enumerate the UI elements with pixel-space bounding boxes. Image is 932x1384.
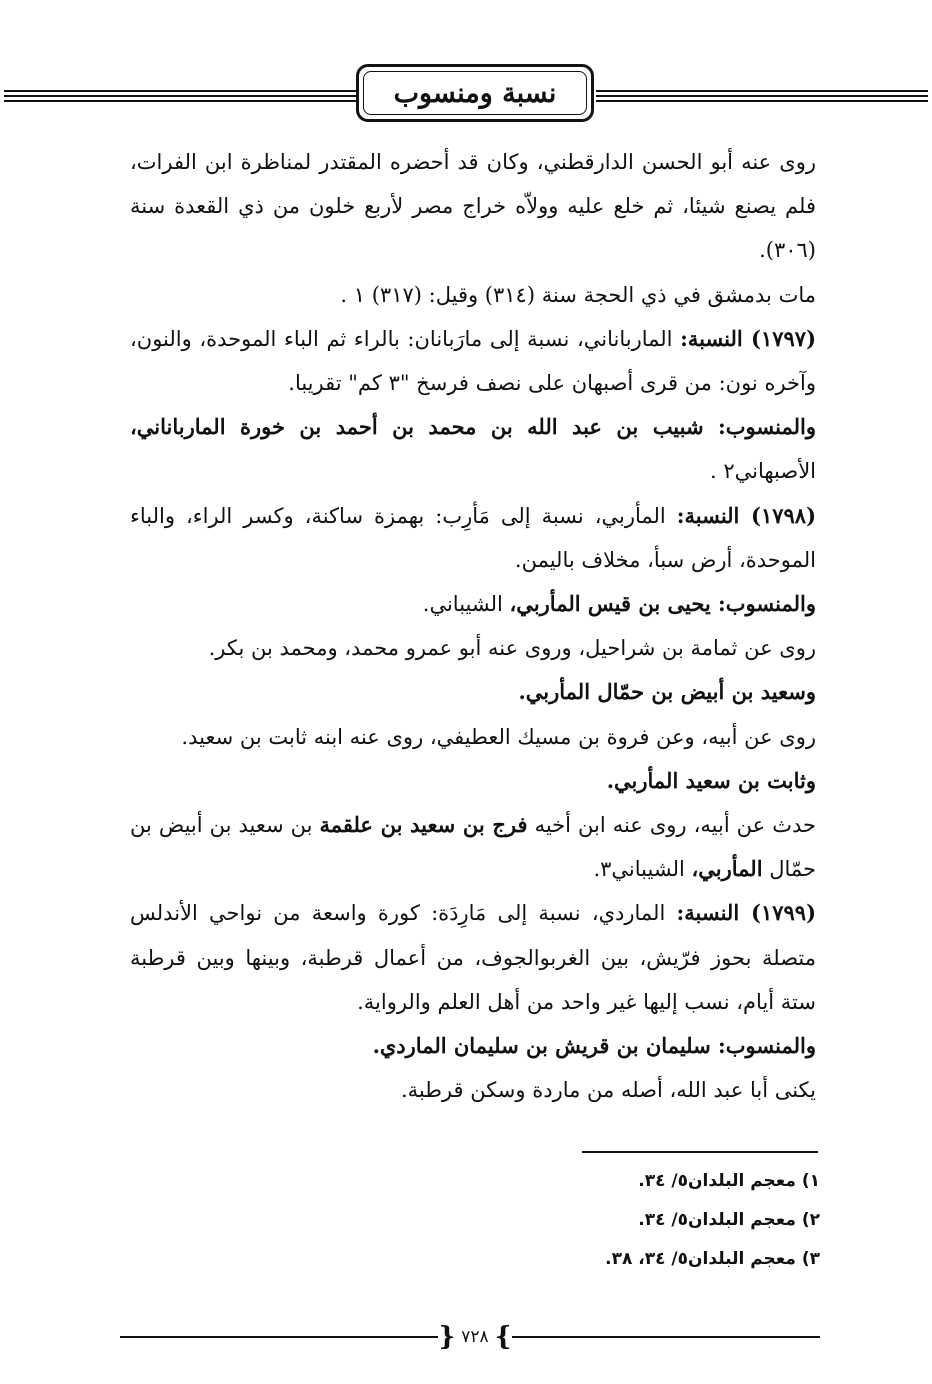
- paragraph: [130, 1068, 816, 1112]
- text-segment: بن سعيد بن أبيض بن حمّال: [130, 813, 816, 882]
- bold-text: (١٧٩٨) النسبة:: [676, 502, 816, 528]
- bold-text: المأربي،: [691, 856, 763, 882]
- paragraph: [130, 582, 816, 626]
- header-rule-right: [596, 90, 928, 108]
- paragraph: [130, 715, 816, 759]
- footnote-1: ١) معجم البلدان٥/ ٣٤.: [638, 1171, 820, 1191]
- paragraph: [130, 494, 816, 582]
- text-segment: روى عنه أبو الحسن الدارقطني، وكان قد أحضره المقتدر لمناظرة ابن الفرات، فلم يصنع شيئا، ثم خلع عليه وولاّه خراج مصر لأربع خلون من ذي القعدة سنة (٣٠٦).: [130, 150, 816, 263]
- paragraph: [130, 140, 816, 273]
- page-number: ٧٢٨: [461, 1327, 489, 1347]
- footnote-3: ٣) معجم البلدان٥/ ٣٤، ٣٨.: [605, 1249, 820, 1269]
- text-segment: روى عن أبيه، وعن فروة بن مسيك العطيفي، روى عنه ابنه ثابت بن سعيد.: [181, 724, 816, 749]
- text-segment: مات بدمشق في ذي الحجة سنة (٣١٤) وقيل: (٣١٧) ١ .: [340, 282, 816, 307]
- header-title-frame: [356, 64, 594, 122]
- bold-text: والمنسوب: يحيى بن قيس المأربي،: [509, 591, 816, 617]
- brace-open-icon: }: [494, 1322, 512, 1352]
- paragraph: [130, 317, 816, 405]
- paragraph: [130, 626, 816, 670]
- paragraph: [130, 891, 816, 1024]
- text-segment: المارباناني، نسبة إلى مارَبانان: بالراء ثم الباء الموحدة، والنون، وآخره نون: من قرى أصبهان على نصف فرسخ "٣ كم" تقريبا.: [130, 326, 816, 396]
- paragraph: [130, 273, 816, 317]
- bold-text: (١٧٩٧) النسبة:: [680, 325, 816, 351]
- text-segment: الماردي، نسبة إلى مَارِدَة: كورة واسعة من نواحي الأندلس متصلة بحوز فرّيش، بين الغربوالجوف، من أعمال قرطبة، وبينها وبين قرطبة ستة أيام، نسب إليها غير واحد من أهل العلم والرواية.: [130, 901, 816, 1014]
- paragraph: [130, 759, 816, 803]
- text-segment: حدث عن أبيه، روى عنه ابن أخيه: [527, 813, 816, 838]
- bold-text: (١٧٩٩) النسبة:: [676, 900, 817, 926]
- bold-text: فرج بن سعيد بن علقمة: [319, 812, 528, 838]
- text-segment: الشيباني.: [422, 592, 510, 617]
- paragraph: [130, 1024, 816, 1068]
- header-rule-left: [4, 90, 356, 108]
- text-segment: الشيباني٣.: [593, 857, 692, 882]
- bold-text: والمنسوب: شبيب بن عبد الله بن محمد بن أحمد بن خورة المارباناني،: [130, 414, 816, 440]
- page-footer: [120, 1322, 820, 1352]
- text-segment: المأربي، نسبة إلى مَأرِب: بهمزة ساكنة، وكسر الراء، والباء الموحدة، أرض سبأ، مخلاف باليمن.: [130, 503, 816, 572]
- bold-text: والمنسوب: سليمان بن قريش بن سليمان الماردي.: [372, 1033, 816, 1059]
- main-text: [130, 140, 816, 1112]
- paragraph: [130, 670, 816, 714]
- footnotes: [430, 1162, 820, 1279]
- text-segment: روى عن ثمامة بن شراحيل، وروى عنه أبو عمرو محمد، ومحمد بن بكر.: [208, 636, 816, 661]
- paragraph: [130, 405, 816, 493]
- paragraph: [130, 803, 816, 891]
- bold-text: وثابت بن سعيد المأربي.: [606, 767, 816, 793]
- bold-text: وسعيد بن أبيض بن حمّال المأربي.: [518, 679, 816, 705]
- footnote-separator: [582, 1151, 818, 1153]
- footer-rule-right: [512, 1336, 820, 1338]
- footer-rule-left: [120, 1336, 438, 1338]
- text-segment: الأصبهاني٢ .: [709, 459, 816, 484]
- page-header-title: نسبة ومنسوب: [363, 71, 587, 115]
- text-segment: يكنى أبا عبد الله، أصله من ماردة وسكن قرطبة.: [400, 1078, 816, 1103]
- page-number-box: [438, 1322, 512, 1352]
- footnote-2: ٢) معجم البلدان٥/ ٣٤.: [638, 1210, 820, 1230]
- brace-close-icon: {: [438, 1322, 456, 1352]
